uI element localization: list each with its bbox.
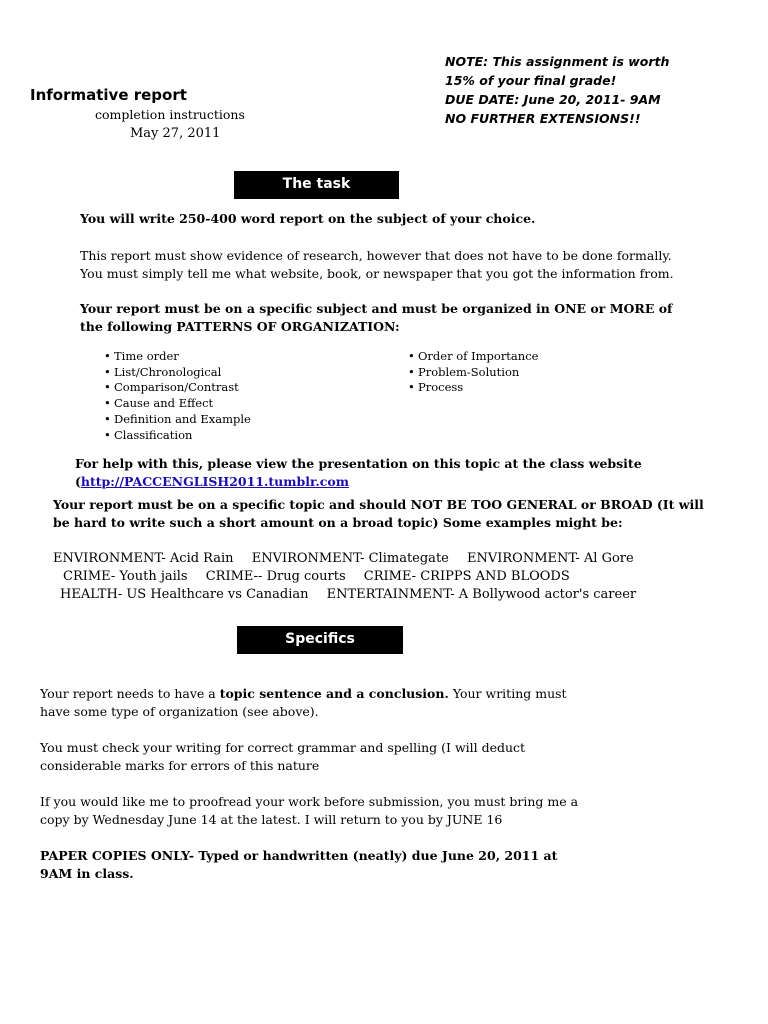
example-topic: HEALTH- US Healthcare vs Canadian [60, 587, 309, 602]
specifics-paragraph [40, 739, 525, 775]
example-topic: CRIME-- Drug courts [205, 569, 346, 584]
example-topic: ENVIRONMENT- Al Gore [467, 551, 634, 566]
example-topic: CRIME- CRIPPS AND BLOODS [363, 569, 570, 584]
list-item: • Time order [104, 349, 251, 365]
task-lead: You will write 250-400 word report on the subject of your choice. [80, 211, 536, 226]
paragraph-line: You must check your writing for correct grammar and spelling (I will deduct [40, 740, 526, 755]
pattern-lead [80, 300, 672, 336]
examples-row [60, 586, 650, 604]
paragraph-line [40, 685, 567, 703]
research-paragraph [80, 247, 674, 283]
specifics-paragraph [40, 685, 567, 721]
class-website-link[interactable]: http://PACCENGLISH2011.tumblr.com [80, 474, 349, 489]
list-item: • List/Chronological [104, 365, 251, 381]
examples-row [53, 550, 648, 568]
paragraph-line: For help with this, please view the presentation on this topic at the class website [75, 456, 642, 471]
list-item: • Process [408, 380, 538, 396]
paragraph-line: PAPER COPIES ONLY- Typed or handwritten (neatly) due June 20, 2011 at [40, 848, 558, 863]
list-item: • Order of Importance [408, 349, 538, 365]
paragraph-line: This report must show evidence of research, however that does not have to be done formally. [80, 248, 672, 263]
topic-lead [53, 496, 704, 532]
list-item: • Classification [104, 428, 251, 444]
paragraph-line: 9AM in class. [40, 866, 134, 881]
task-banner: The task [234, 171, 399, 199]
note-line: NOTE: This assignment is worth [445, 54, 670, 69]
example-topic: ENVIRONMENT- Climategate [251, 551, 449, 566]
note-line: 15% of your final grade! [445, 73, 617, 88]
paragraph-line: the following PATTERNS OF ORGANIZATION: [80, 319, 400, 334]
paragraph-line: considerable marks for errors of this nature [40, 758, 320, 773]
help-paragraph [75, 455, 642, 491]
paragraph-line: You must simply tell me what website, book, or newspaper that you got the information from. [80, 266, 674, 281]
paragraph-line: copy by Wednesday June 14 at the latest. I will return to you by JUNE 16 [40, 812, 503, 827]
patterns-list-right [408, 349, 538, 396]
list-item: • Problem-Solution [408, 365, 538, 381]
paragraph-line: be hard to write such a short amount on a broad topic) Some examples might be: [53, 515, 623, 530]
text-run: Your report needs to have a [40, 686, 220, 701]
grade-note [445, 52, 669, 128]
patterns-list-left [104, 349, 251, 443]
specifics-banner: Specifics [237, 626, 403, 654]
paragraph-line: Your report must be on a specific subject and must be organized in ONE or MORE of [80, 301, 673, 316]
example-topic: ENTERTAINMENT- A Bollywood actor's career [326, 587, 637, 602]
document-subtitle: completion instructions [95, 107, 245, 122]
specifics-paragraph [40, 793, 578, 829]
list-item: • Cause and Effect [104, 396, 251, 412]
list-item: • Comparison/Contrast [104, 380, 251, 396]
paren: ( [75, 474, 81, 489]
text-run: Your writing must [448, 686, 567, 701]
paragraph-line: Your report must be on a specific topic and should NOT BE TOO GENERAL or BROAD (It will [53, 497, 704, 512]
example-topic: CRIME- Youth jails [63, 569, 188, 584]
examples-row [63, 568, 584, 586]
bold-run: topic sentence and a conclusion. [219, 686, 449, 701]
note-line: DUE DATE: June 20, 2011- 9AM [445, 92, 661, 107]
paragraph-line: have some type of organization (see above). [40, 704, 319, 719]
note-line: NO FURTHER EXTENSIONS!! [445, 111, 641, 126]
example-topic: ENVIRONMENT- Acid Rain [53, 551, 234, 566]
document-title: Informative report [30, 86, 187, 104]
document-date: May 27, 2011 [130, 126, 221, 141]
paragraph-line [75, 473, 642, 491]
list-item: • Definition and Example [104, 412, 251, 428]
specifics-paragraph [40, 847, 557, 883]
paragraph-line: If you would like me to proofread your work before submission, you must bring me a [40, 794, 579, 809]
